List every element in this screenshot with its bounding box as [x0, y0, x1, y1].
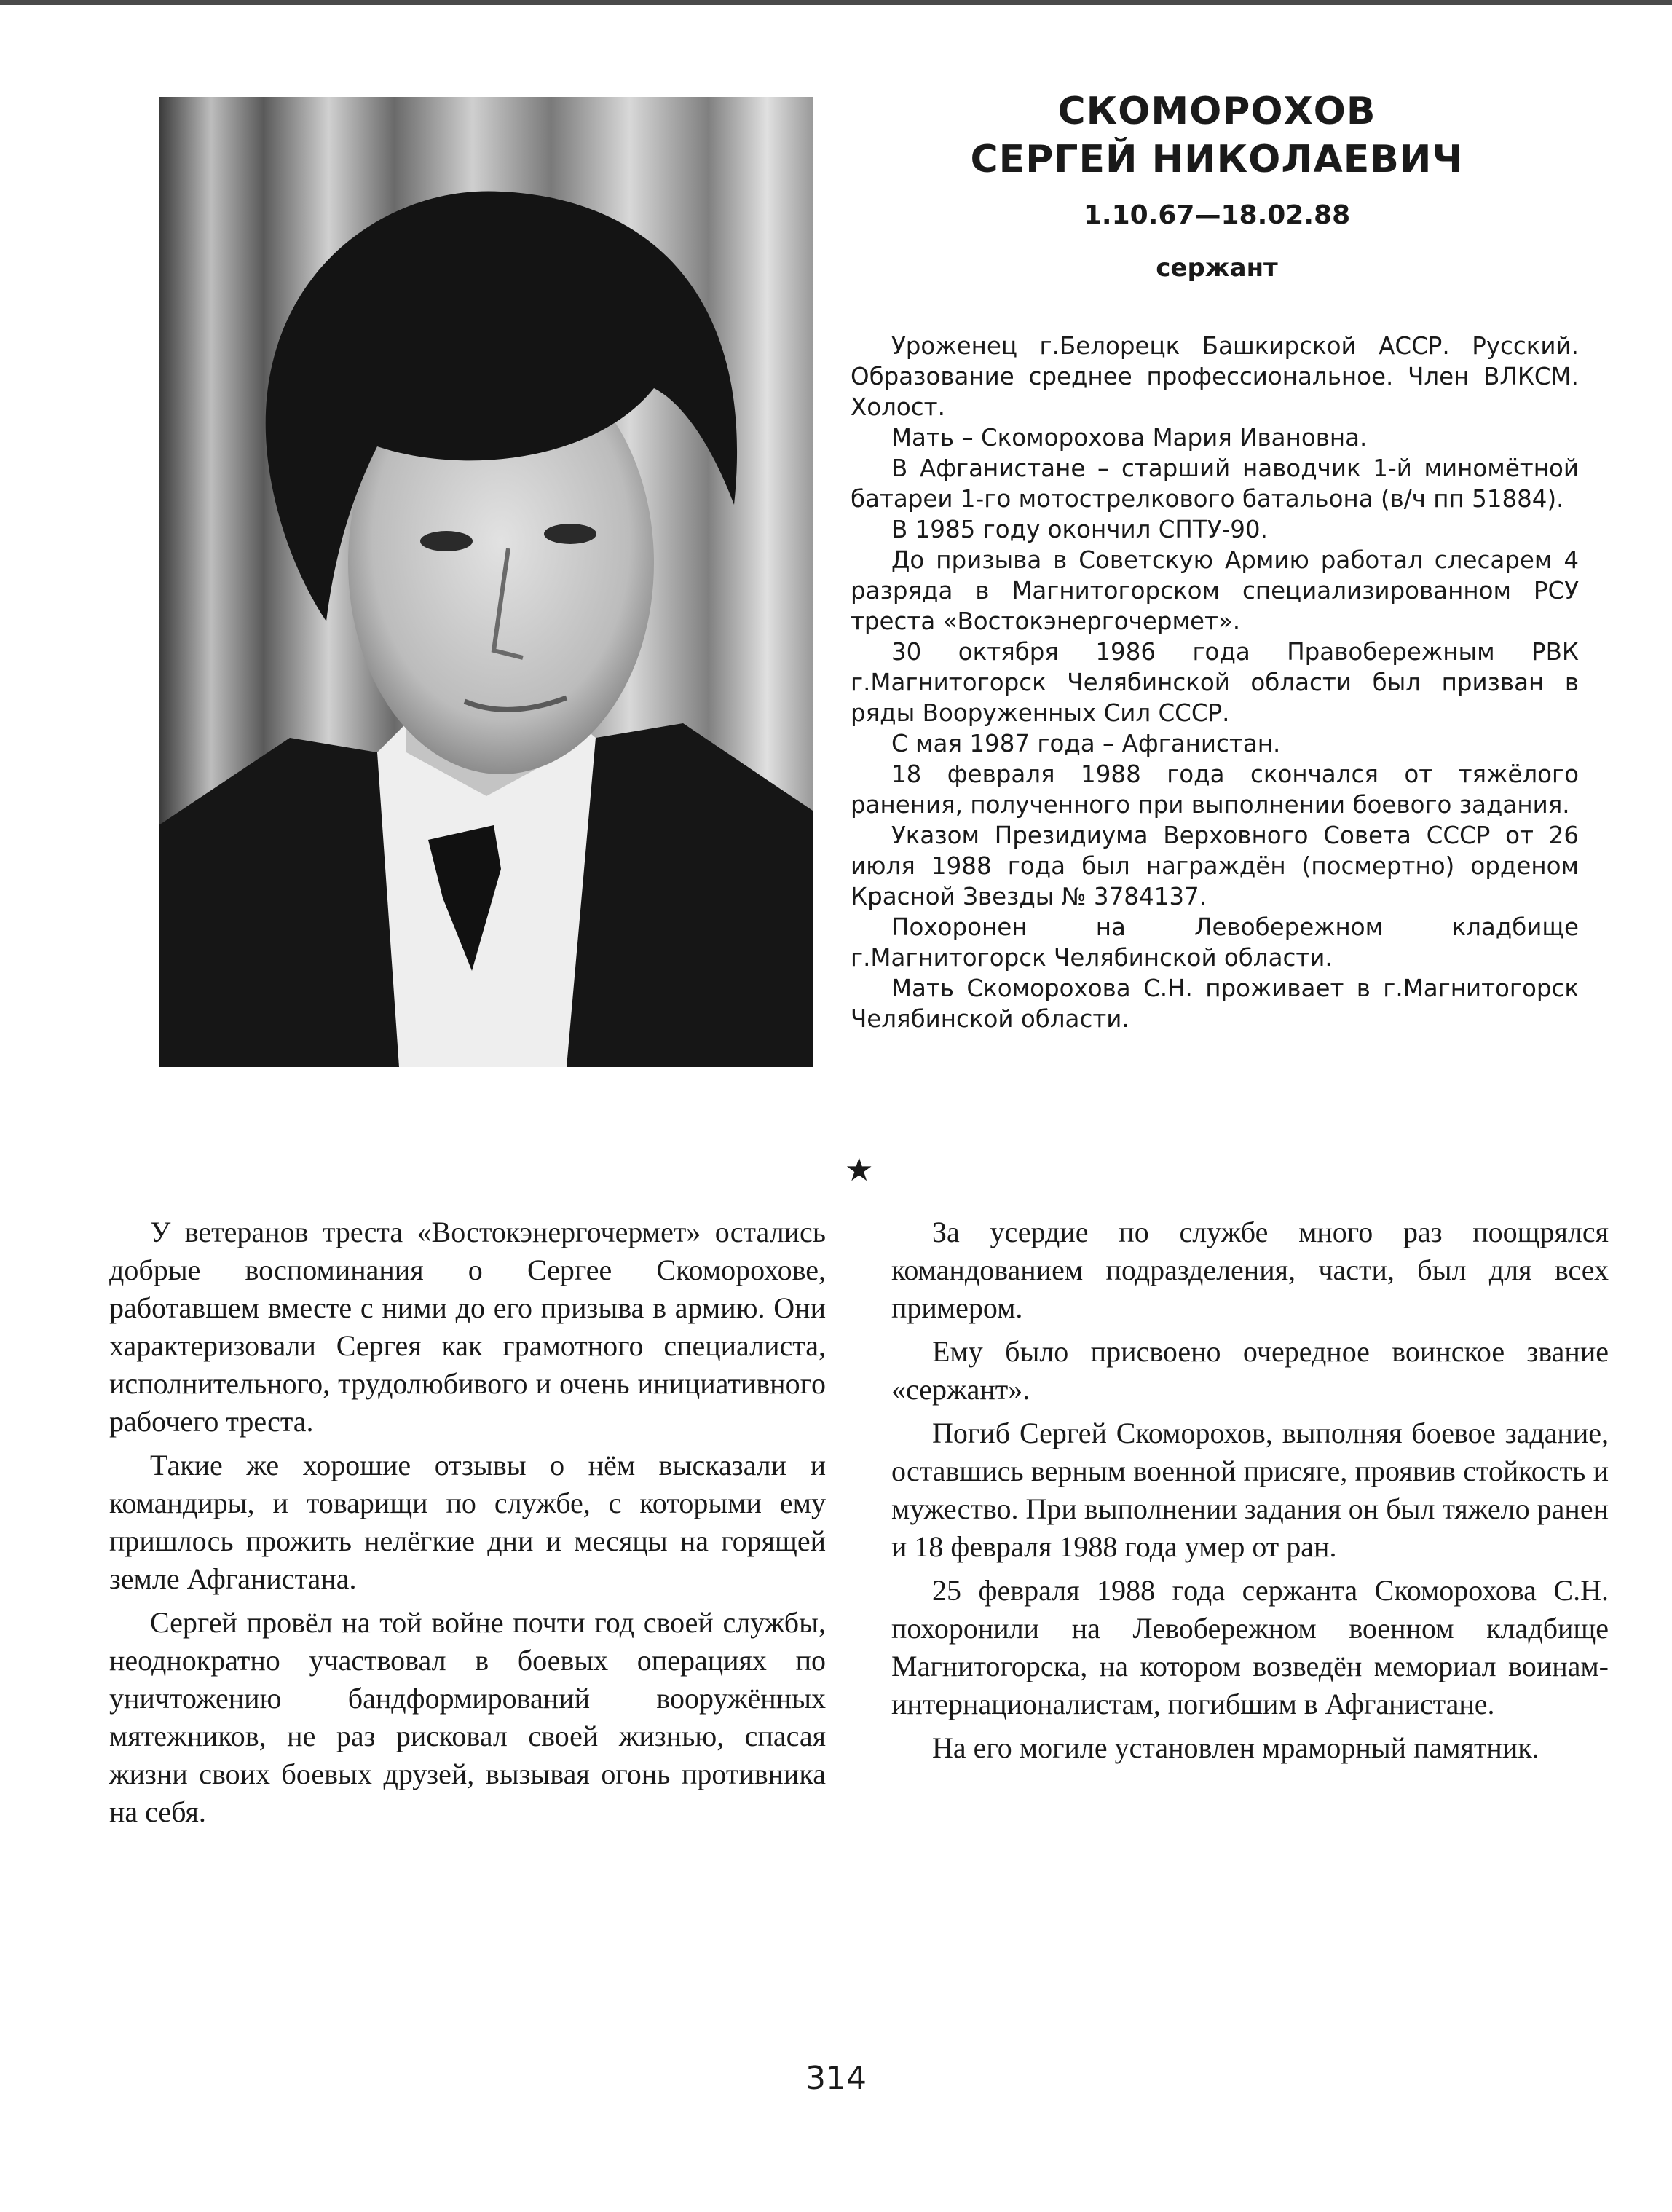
portrait-photo — [159, 97, 813, 1067]
article-paragraph: У ветеранов треста «Востокэнергочермет» остались добрые воспоминания о Сергее Скоморохове, работавшем вместе с ними до его призыва в армию. Они характеризовали Сергея как грамотного специалиста, исполнительного, трудолюбивого и очень инициативного рабочего треста. — [109, 1216, 826, 1438]
person-surname: СКОМОРОХОВ — [1057, 90, 1376, 133]
bio-paragraph: Мать Скоморохова С.Н. проживает в г.Магнитогорск Челябинской области. — [851, 975, 1579, 1033]
article-paragraph: Сергей провёл на той войне почти год своей службы, неоднократно участвовал в боевых операциях по уничтожению бандформирований вооружённых мятежников, не раз рисковал своей жизнью, спасая жизни своих боевых друзей, вызывая огонь противника на себя. — [109, 1606, 826, 1828]
bio-paragraph: 30 октября 1986 года Правобережным РВК г.Магнитогорск Челябинской области был призван в ряды Вооруженных Сил СССР. — [851, 638, 1579, 727]
article-paragraph: Такие же хорошие отзывы о нём высказали и командиры, и товарищи по службе, с которыми ему пришлось прожить нелёгкие дни и месяцы на горящей земле Афганистана. — [109, 1449, 826, 1595]
article-column-right — [891, 1213, 1609, 1773]
biography — [851, 331, 1579, 1034]
article-paragraph: Погиб Сергей Скоморохов, выполняя боевое задание, оставшись верным военной присяге, проявив стойкость и мужество. При выполнении задания он был тяжело ранен и 18 февраля 1988 года умер от ран. — [891, 1417, 1609, 1563]
entry-header — [842, 87, 1592, 284]
article-column-left — [109, 1213, 826, 1837]
article-paragraph: За усердие по службе много раз поощрялся командованием подразделения, части, был для всех примером. — [891, 1216, 1609, 1324]
bio-paragraph: До призыва в Советскую Армию работал слесарем 4 разряда в Магнитогорском специализированном РСУ треста «Востокэнергочермет». — [851, 546, 1579, 635]
bio-paragraph: Указом Президиума Верховного Совета СССР от 26 июля 1988 года был награждён (посмертно) орденом Красной Звезды № 3784137. — [851, 822, 1579, 910]
star-separator: ★ — [845, 1152, 874, 1189]
article-paragraph: На его могиле установлен мраморный памятник. — [932, 1731, 1539, 1764]
bio-paragraph: Похоронен на Левобережном кладбище г.Магнитогорск Челябинской области. — [851, 913, 1579, 972]
military-rank: сержант — [1156, 253, 1278, 283]
bio-paragraph: В 1985 году окончил СПТУ-90. — [891, 516, 1268, 543]
bio-paragraph: Уроженец г.Белорецк Башкирской АССР. Русский. Образование среднее профессиональное. Член ВЛКСМ. Холост. — [851, 332, 1579, 421]
life-dates: 1.10.67—18.02.88 — [1083, 200, 1351, 230]
bio-paragraph: С мая 1987 года – Афганистан. — [891, 730, 1281, 757]
portrait-illustration — [159, 97, 813, 1067]
page-top-edge — [0, 0, 1672, 5]
article-paragraph: Ему было присвоено очередное воинское звание «сержант». — [891, 1335, 1609, 1406]
person-given-names: СЕРГЕЙ НИКОЛАЕВИЧ — [970, 138, 1464, 181]
bio-paragraph: Мать – Скоморохова Мария Ивановна. — [891, 424, 1368, 452]
bio-paragraph: В Афганистане – старший наводчик 1-й миномётной батареи 1-го мотострелкового батальона (в/ч пп 51884). — [851, 454, 1579, 513]
page-number: 314 — [805, 2060, 867, 2097]
article-paragraph: 25 февраля 1988 года сержанта Скоморохова С.Н. похоронили на Левобережном военном кладбище Магнитогорска, на котором возведён мемориал воинам-интернационалистам, погибшим в Афганистане. — [891, 1574, 1609, 1720]
bio-paragraph: 18 февраля 1988 года скончался от тяжёлого ранения, полученного при выполнении боевого задания. — [851, 760, 1579, 819]
